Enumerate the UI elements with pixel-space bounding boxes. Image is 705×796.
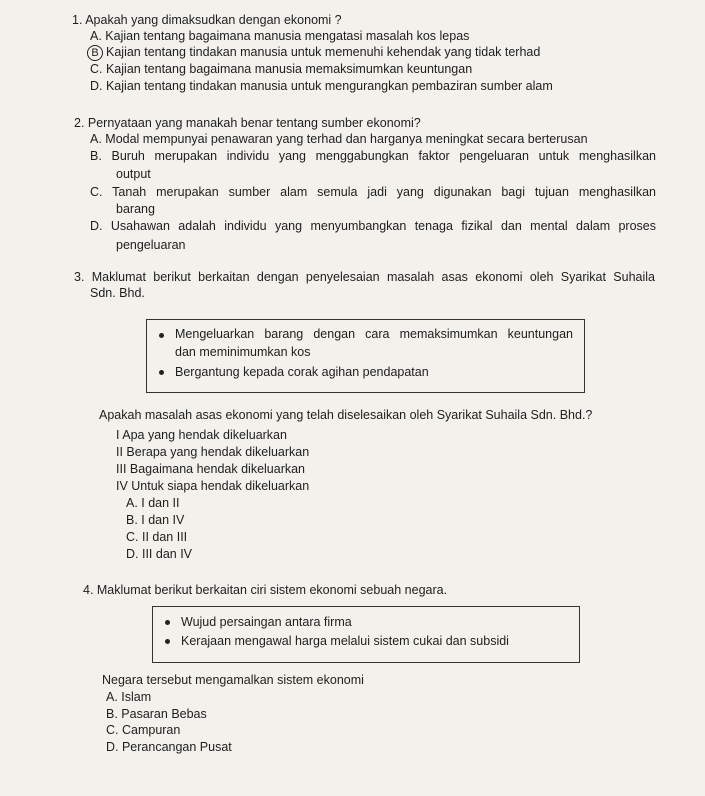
q4-option-b: B. Pasaran Bebas <box>106 707 207 721</box>
bullet-icon <box>159 333 164 338</box>
bullet-icon <box>159 370 164 375</box>
q4-option-a: A. Islam <box>106 690 152 704</box>
q1-option-c: C. Kajian tentang bagaimana manusia memaksimumkan keuntungan <box>90 62 473 76</box>
q4-stem: 4. Maklumat berikut berkaitan ciri sistem ekonomi sebuah negara. <box>83 583 448 597</box>
q4-option-d: D. Perancangan Pusat <box>106 740 232 754</box>
q1-option-b-text: Kajian tentang tindakan manusia untuk memenuhi kehendak yang tidak terhad <box>106 45 541 59</box>
q4-box-item1: Wujud persaingan antara firma <box>181 615 352 629</box>
q2-option-b-line2: output <box>116 167 151 181</box>
q3-item-4: IV Untuk siapa hendak dikeluarkan <box>116 479 310 493</box>
q2-option-a: A. Modal mempunyai penawaran yang terhad dan harganya meningkat secara berterusan <box>90 132 588 146</box>
q1-option-a: A. Kajian tentang bagaimana manusia mengatasi masalah kos lepas <box>90 29 470 43</box>
q3-box-item1-line1: Mengeluarkan barang dengan cara memaksimumkan keuntungan <box>175 327 573 341</box>
q1-option-d: D. Kajian tentang tindakan manusia untuk mengurangkan pembaziran sumber alam <box>90 79 553 93</box>
q3-stem-line1: 3. Maklumat berikut berkaitan dengan penyelesaian masalah asas ekonomi oleh Syarikat Suhaila <box>74 270 655 284</box>
bullet-icon <box>165 620 170 625</box>
q2-option-c-line2: barang <box>116 202 155 216</box>
q2-stem: 2. Pernyataan yang manakah benar tentang sumber ekonomi? <box>74 116 421 130</box>
q3-item-1: I Apa yang hendak dikeluarkan <box>116 428 287 442</box>
bullet-icon <box>165 639 170 644</box>
q3-item-3: III Bagaimana hendak dikeluarkan <box>116 462 306 476</box>
q3-box-item2: Bergantung kepada corak agihan pendapatan <box>175 365 429 379</box>
q4-info-box <box>152 606 580 663</box>
q2-option-c-line1: C. Tanah merupakan sumber alam semula jadi yang digunakan bagi tujuan menghasilkan <box>90 185 656 199</box>
q3-stem-line2: Sdn. Bhd. <box>90 286 145 300</box>
q3-item-2: II Berapa yang hendak dikeluarkan <box>116 445 310 459</box>
q2-option-b-line1: B. Buruh merupakan individu yang menggabungkan faktor pengeluaran untuk menghasilkan <box>90 149 656 163</box>
q2-option-d-line1: D. Usahawan adalah individu yang menyumbangkan tenaga fizikal dan mental dalam proses <box>90 219 656 233</box>
q3-option-c: C. II dan III <box>126 530 188 544</box>
q4-question: Negara tersebut mengamalkan sistem ekonomi <box>102 673 364 687</box>
q3-option-a: A. I dan II <box>126 496 180 510</box>
q1-stem: 1. Apakah yang dimaksudkan dengan ekonomi ? <box>72 13 342 27</box>
q3-option-d: D. III dan IV <box>126 547 193 561</box>
q3-info-box <box>146 319 585 393</box>
q4-option-c: C. Campuran <box>106 723 181 737</box>
q3-box-item1-line2: dan meminimumkan kos <box>175 345 311 359</box>
q3-question: Apakah masalah asas ekonomi yang telah diselesaikan oleh Syarikat Suhaila Sdn. Bhd.? <box>99 408 593 422</box>
q3-option-b: B. I dan IV <box>126 513 185 527</box>
q1-option-b <box>90 44 540 61</box>
q2-option-d-line2: pengeluaran <box>116 238 186 252</box>
q4-box-item2: Kerajaan mengawal harga melalui sistem cukai dan subsidi <box>181 634 509 648</box>
answer-circle-mark: B <box>87 45 103 61</box>
